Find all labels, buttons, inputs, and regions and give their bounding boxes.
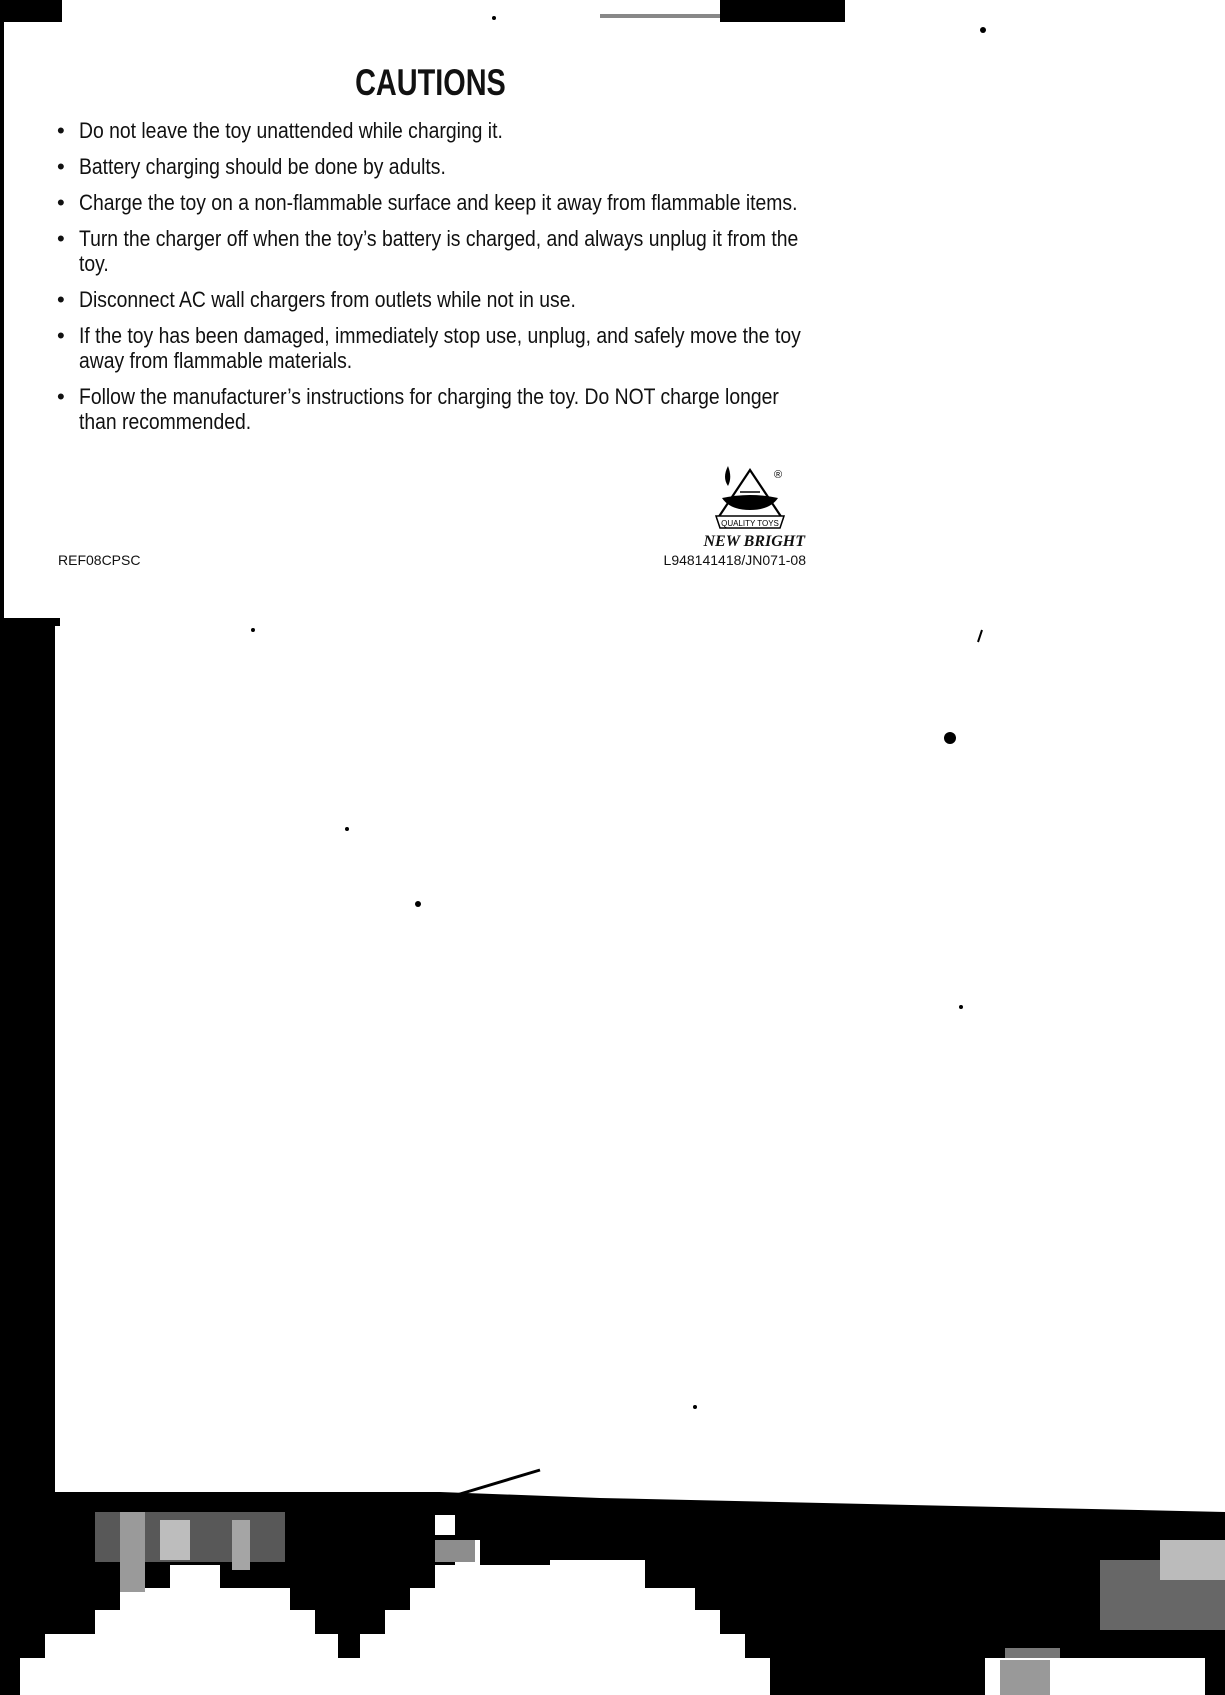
bullet-icon: • [57, 384, 65, 409]
list-item: • If the toy has been damaged, immediately stop use, unplug, and safely move the toy away from flammable materials. [57, 323, 801, 373]
bullet-icon: • [57, 118, 65, 143]
bullet-icon: • [57, 226, 65, 251]
bullet-icon: • [57, 323, 65, 348]
registered-mark: ® [773, 469, 783, 481]
reference-code: REF08CPSC [58, 552, 141, 568]
logo-caption: QUALITY TOYS [721, 519, 779, 528]
list-item: • Charge the toy on a non-flammable surface and keep it away from flammable items. [57, 190, 798, 215]
bullet-icon: • [57, 190, 65, 215]
quality-toys-logo-icon [700, 462, 800, 538]
list-item: • Battery charging should be done by adults. [57, 154, 446, 179]
list-item: • Follow the manufacturer’s instructions for charging the toy. Do NOT charge longer than recommended. [57, 384, 779, 434]
bullet-icon: • [57, 287, 65, 312]
list-item: • Turn the charger off when the toy’s battery is charged, and always unplug it from the toy. [57, 226, 799, 276]
product-code: L948141418/JN071-08 [663, 552, 806, 568]
bullet-icon: • [57, 154, 65, 179]
list-item: • Do not leave the toy unattended while charging it. [57, 118, 503, 143]
caution-list [55, 118, 815, 445]
page-title: CAUTIONS [355, 62, 506, 103]
list-item: • Disconnect AC wall chargers from outlets while not in use. [57, 287, 576, 312]
brand-name: NEW BRIGHT [703, 533, 805, 550]
